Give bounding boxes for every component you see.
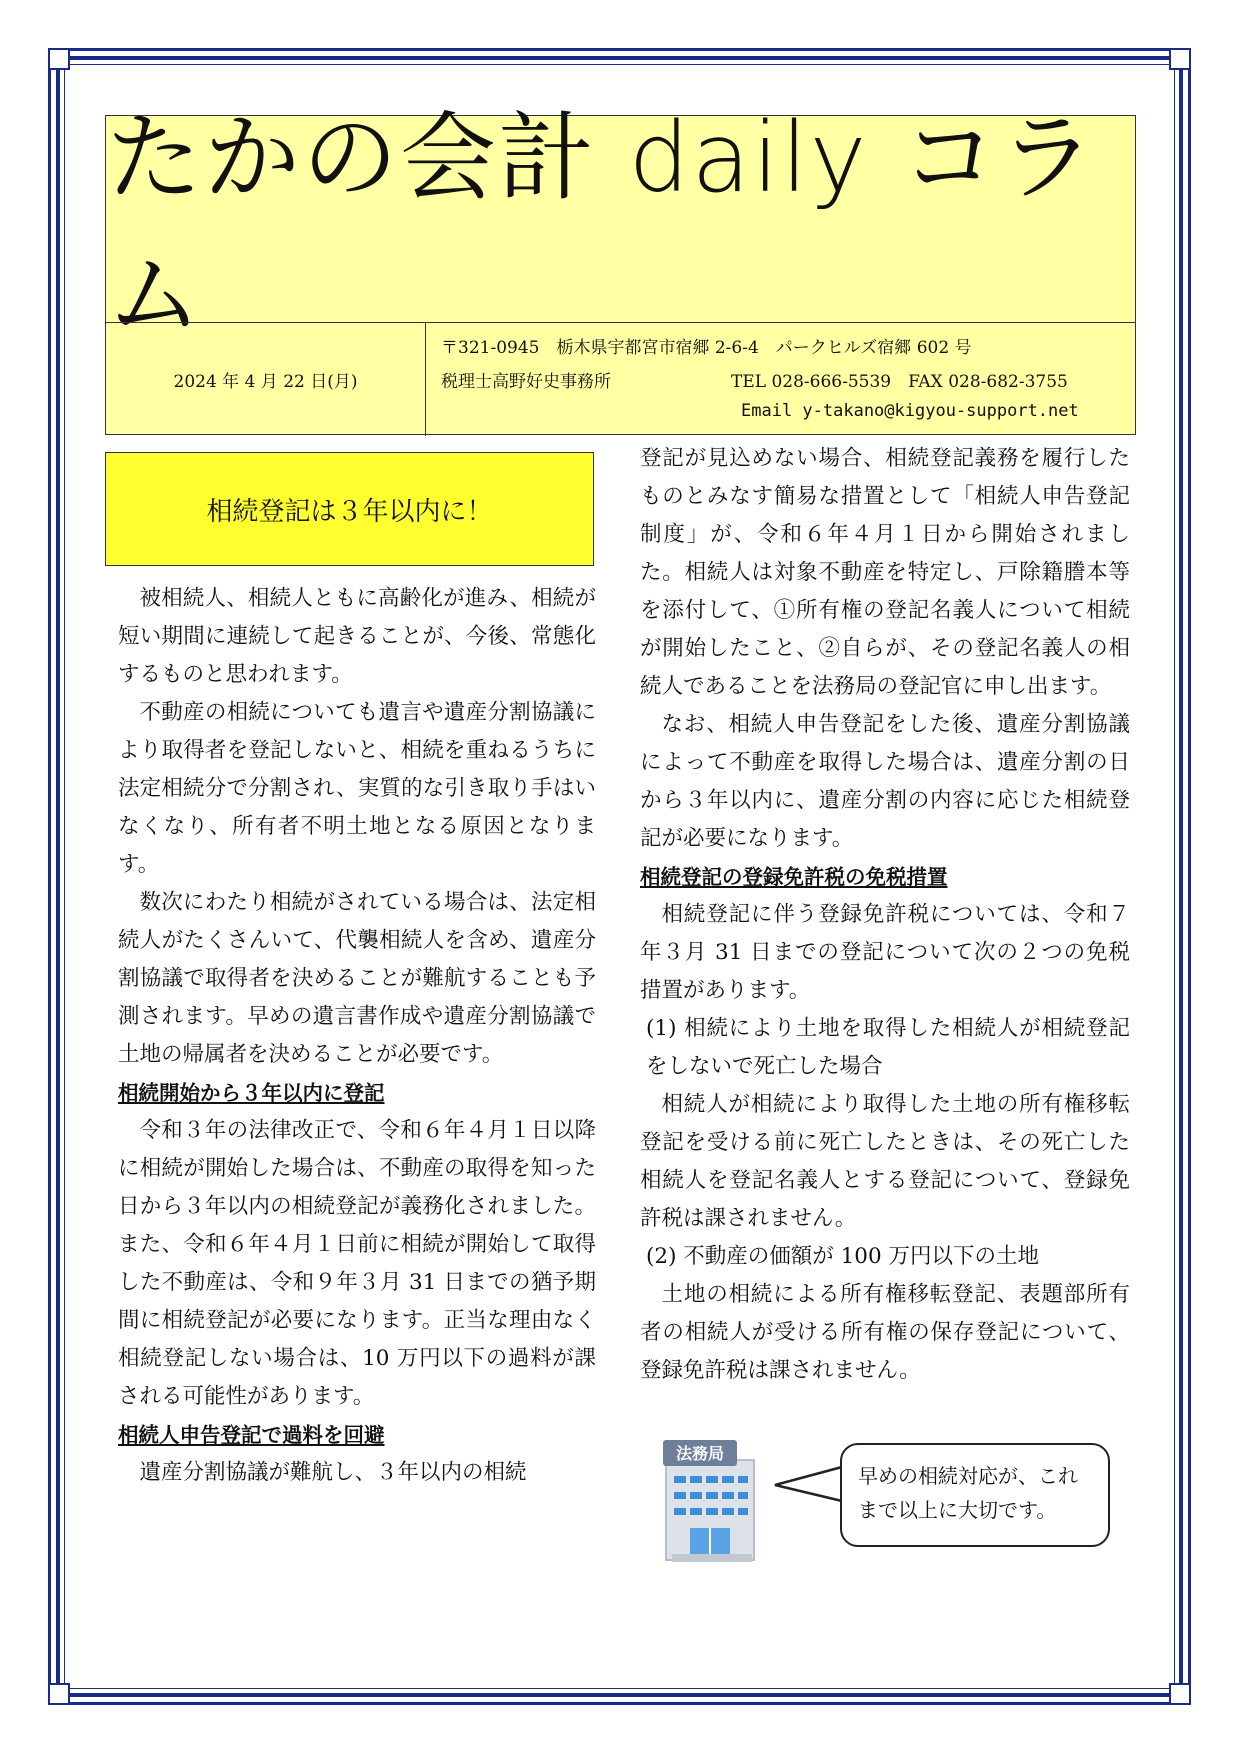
paragraph: 土地の相続による所有権移転登記、表題部所有者の相続人が受ける所有権の保存登記について、登録免許税は課されません。 [640, 1282, 1130, 1383]
list-item: (1) 相続により土地を取得した相続人が相続登記をしないで死亡した場合 [646, 1016, 1130, 1079]
list-item: (2) 不動産の価額が 100 万円以下の土地 [646, 1244, 1039, 1269]
article-left-column [118, 580, 596, 1492]
paragraph: なお、相続人申告登記をした後、遺産分割協議によって不動産を取得した場合は、遺産分割の日から３年以内に、遺産分割の内容に応じた相続登記が必要になります。 [640, 712, 1130, 851]
speech-bubble [840, 1443, 1110, 1547]
border-corner-top-right [1169, 48, 1191, 70]
newsletter-title: たかの会計 daily コラム [106, 102, 1097, 351]
article-right-column [640, 440, 1130, 1390]
paragraph: 数次にわたり相続がされている場合は、法定相続人がたくさんいて、代襲相続人を含め、遺産分割協議で取得者を決めることが難航することも予測されます。早めの遺言書作成や遺産分割協議で土地の帰属者を決めることが必要です。 [118, 890, 596, 1067]
issue-date: 2024 年 4 月 22 日(月) [106, 323, 426, 436]
paragraph: 被相続人、相続人ともに高齢化が進み、相続が短い期間に連続して起きることが、今後、常態化するものと思われます。 [118, 586, 596, 687]
paragraph: 遺産分割協議が難航し、３年以内の相続 [139, 1460, 527, 1485]
paragraph: 登記が見込めない場合、相続登記義務を履行したものとみなす簡易な措置として「相続人申告登記制度」が、令和６年４月１日から開始されました。相続人は対象不動産を特定し、戸除籍謄本等を添付して、①所有権の登記名義人について相続が開始したこと、②自らが、その登記名義人の相続人であることを法務局の登記官に申し出ます。 [640, 446, 1130, 699]
paragraph: 令和３年の法律改正で、令和６年４月１日以降に相続が開始した場合は、不動産の取得を知った日から３年以内の相続登記が義務化されました。また、令和６年４月１日前に相続が開始して取得した不動産は、令和９年３月 31 日までの猶予期間に相続登記が必要になります。正当な理由なく相続登記しない場合は、10 万円以下の過料が課される可能性があります。 [118, 1118, 596, 1409]
section-heading: 相続人申告登記で過料を回避 [118, 1423, 385, 1447]
border-corner-top-left [48, 48, 70, 70]
paragraph: 相続登記に伴う登録免許税については、令和７年３月 31 日までの登記について次の２つの免税措置があります。 [640, 902, 1130, 1003]
paragraph: 相続人が相続により取得した土地の所有権移転登記を受ける前に死亡したときは、その死亡した相続人を登記名義人とする登記について、登録免許税は課されません。 [640, 1092, 1130, 1231]
office-name: 税理士高野好史事務所 [441, 372, 611, 392]
speech-bubble-text: 早めの相続対応が、これまで以上に大切です。 [858, 1464, 1078, 1522]
section-heading: 相続開始から３年以内に登記 [118, 1081, 385, 1105]
building-sign: 法務局 [675, 1444, 725, 1463]
masthead [105, 102, 1136, 435]
border-corner-bottom-left [48, 1683, 70, 1705]
masthead-info-row [106, 322, 1135, 436]
border-corner-bottom-right [1169, 1683, 1191, 1705]
article-headline: 相続登記は３年以内に！ [105, 452, 594, 566]
speech-bubble-tail [773, 1465, 843, 1505]
section-heading: 相続登記の登録免許税の免税措置 [640, 865, 948, 889]
office-address: 〒321-0945 栃木県宇都宮市宿郷 2-6-4 パークヒルズ宿郷 602 号 [441, 338, 972, 358]
office-email: Email y-takano@kigyou-support.net [741, 401, 1079, 421]
office-tel-fax: TEL 028-666-5539 FAX 028-682-3755 [731, 372, 1068, 392]
government-office-building-icon [660, 1440, 760, 1562]
paragraph: 不動産の相続についても遺言や遺産分割協議により取得者を登記しないと、相続を重ねるうちに法定相続分で分割され、実質的な引き取り手はいなくなり、所有者不明土地となる原因となります。 [118, 700, 596, 877]
